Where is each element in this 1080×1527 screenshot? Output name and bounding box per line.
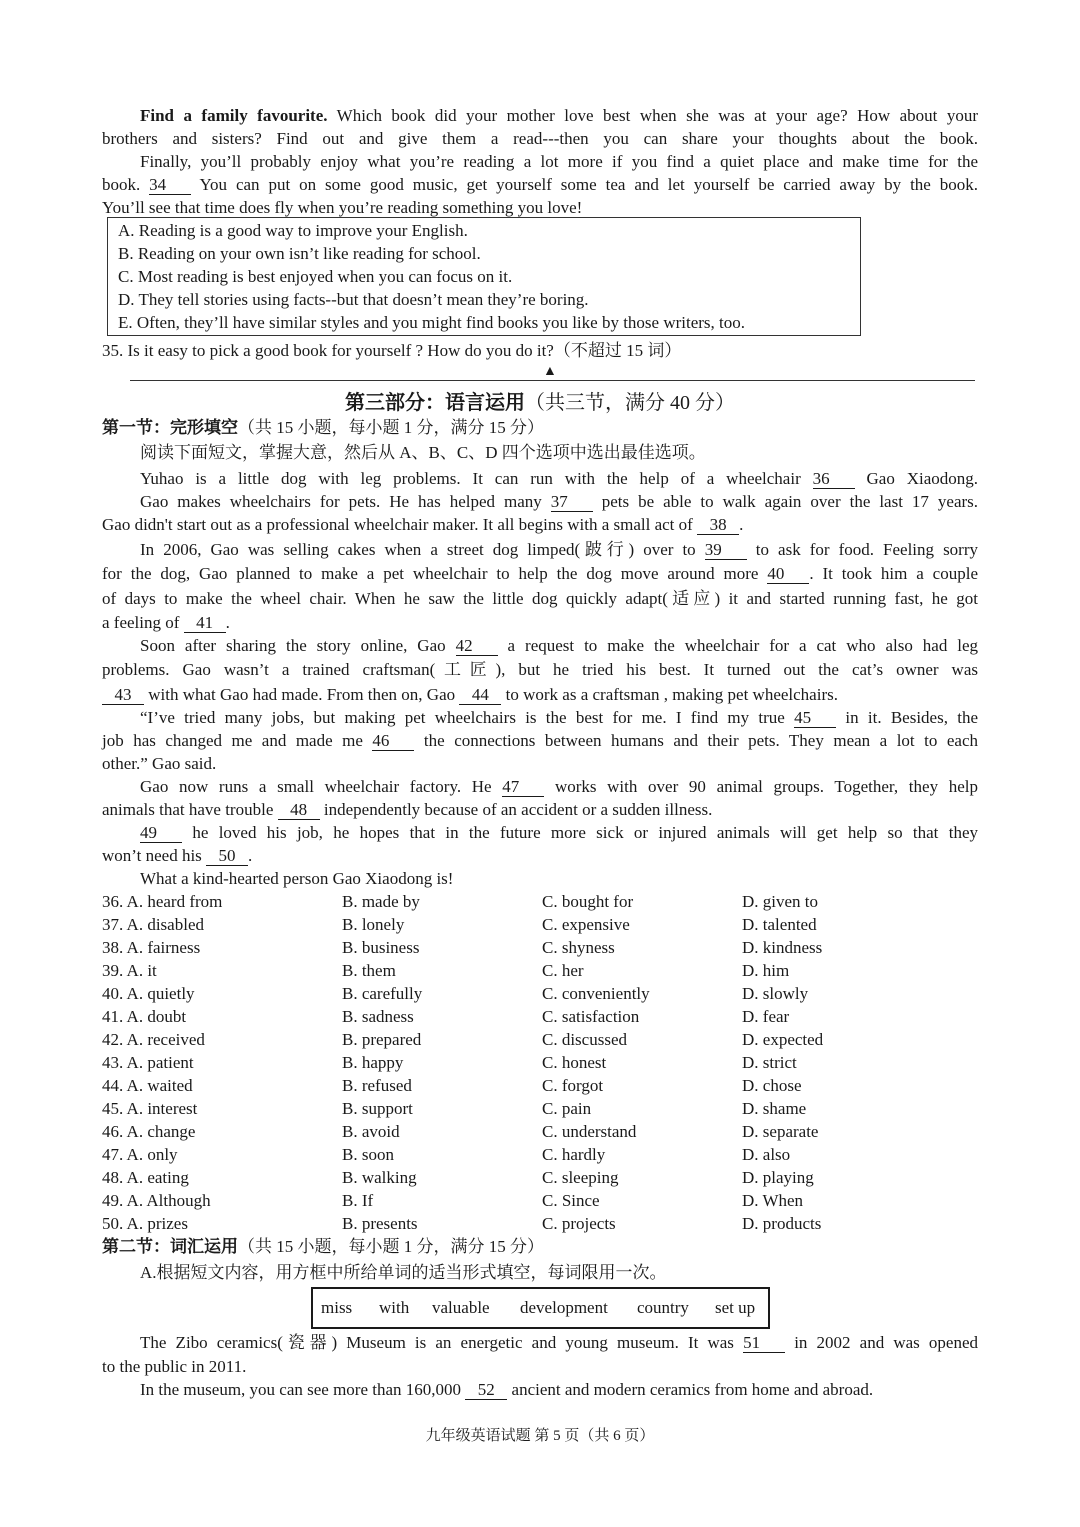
word-item: valuable <box>432 1298 490 1317</box>
passage-line: In the museum, you can see more than 160,000 52 ancient and modern ceramics from home and abroad. <box>140 1380 874 1399</box>
choice-option[interactable]: D. him <box>742 961 790 980</box>
answer-blank[interactable]: 48 <box>278 800 320 820</box>
choice-option[interactable]: B. soon <box>342 1145 394 1164</box>
choice-option[interactable]: 38. A. fairness <box>102 938 201 957</box>
choice-option[interactable]: 50. A. prizes <box>102 1214 188 1233</box>
choice-option[interactable]: D. expected <box>742 1030 824 1049</box>
choice-option[interactable]: B. carefully <box>342 984 423 1003</box>
section-2-heading: 第二节：词汇运用（共 15 小题，每小题 1 分，满分 15 分） <box>102 1237 544 1256</box>
choice-row <box>102 1051 978 1074</box>
choice-row <box>102 936 978 959</box>
answer-blank[interactable]: 50 <box>206 846 248 866</box>
choice-option[interactable]: D. separate <box>742 1122 819 1141</box>
cloze-line: of days to make the wheel chair. When he saw the little dog quickly adapt(适应) it and started running fast, he got <box>102 589 978 608</box>
choice-option[interactable]: D. When <box>742 1191 804 1210</box>
choice-row <box>102 1143 978 1166</box>
choice-option[interactable]: C. her <box>542 961 584 980</box>
option-item: E. Often, they’ll have similar styles and you might find books you like by those writers, too. <box>118 313 746 332</box>
choice-option[interactable]: B. If <box>342 1191 374 1210</box>
cloze-line: In 2006, Gao was selling cakes when a street dog limped(跛行) over to 39 to ask for food. Feeling sorry <box>140 540 979 559</box>
cloze-line: Soon after sharing the story online, Gao 42 a request to make the wheelchair for a cat who also had leg <box>140 636 979 655</box>
text-line: Find a family favourite. Which book did your mother love best when she was at your age? How about your <box>140 106 978 125</box>
word-item: country <box>637 1298 689 1317</box>
choice-option[interactable]: 48. A. eating <box>102 1168 189 1187</box>
choice-row <box>102 1097 978 1120</box>
choice-option[interactable]: B. sadness <box>342 1007 414 1026</box>
choice-option[interactable]: C. forgot <box>542 1076 604 1095</box>
choice-option[interactable]: C. shyness <box>542 938 615 957</box>
option-item: A. Reading is a good way to improve your English. <box>118 221 468 240</box>
choice-option[interactable]: 36. A. heard from <box>102 892 223 911</box>
option-item: B. Reading on your own isn’t like reading for school. <box>118 244 481 263</box>
cloze-line: Gao now runs a small wheelchair factory. He 47 works with over 90 animal groups. Together, they help <box>140 777 979 796</box>
choice-option[interactable]: D. shame <box>742 1099 807 1118</box>
section-1-heading: 第一节：完形填空（共 15 小题，每小题 1 分，满分 15 分） <box>102 418 544 437</box>
answer-blank[interactable]: 39 <box>705 540 747 560</box>
triangle-icon: ▲ <box>543 364 557 379</box>
choice-option[interactable]: D. kindness <box>742 938 823 957</box>
choice-option[interactable]: D. given to <box>742 892 819 911</box>
choice-option[interactable]: D. products <box>742 1214 822 1233</box>
cloze-line: “I’ve tried many jobs, but making pet wheelchairs is the best for me. I find my true 45 in it. Besides, the <box>140 708 979 727</box>
paragraph-lead: Find a family favourite. <box>140 106 328 125</box>
choice-option[interactable]: C. pain <box>542 1099 592 1118</box>
choice-option[interactable]: 45. A. interest <box>102 1099 198 1118</box>
choice-row <box>102 890 978 913</box>
choice-option[interactable]: 43. A. patient <box>102 1053 194 1072</box>
option-item: C. Most reading is best enjoyed when you can focus on it. <box>118 267 513 286</box>
answer-blank[interactable]: 40 <box>767 564 809 584</box>
choice-option[interactable]: D. slowly <box>742 984 809 1003</box>
answer-blank[interactable]: 52 <box>465 1380 507 1400</box>
option-box <box>107 217 861 336</box>
text-line: book. 34 You can put on some good music, get yourself some tea and let yourself be carried away by the book. <box>102 175 979 194</box>
choice-option[interactable]: B. presents <box>342 1214 418 1233</box>
cloze-line: Gao makes wheelchairs for pets. He has helped many 37 pets be able to walk again over the last 17 years. <box>140 492 979 511</box>
choice-option[interactable]: D. chose <box>742 1076 802 1095</box>
choice-row <box>102 1212 978 1235</box>
choice-row <box>102 1189 978 1212</box>
text-line: Finally, you’ll probably enjoy what you’re reading a lot more if you find a quiet place and make time for the <box>140 152 978 171</box>
question-35: 35. Is it easy to pick a good book for yourself ? How do you do it?（不超过 15 词） <box>102 341 682 360</box>
choice-option[interactable]: 39. A. it <box>102 961 157 980</box>
cloze-line: problems. Gao wasn’t a trained craftsman(工匠), but he tried his best. It turned out the cat’s owner was <box>102 660 978 679</box>
part-title: 第三部分：语言运用（共三节，满分 40 分） <box>345 392 735 414</box>
cloze-line: other.” Gao said. <box>102 754 217 773</box>
choice-option[interactable]: B. walking <box>342 1168 417 1187</box>
answer-blank[interactable]: 36 <box>813 469 855 489</box>
choice-option[interactable]: C. Since <box>542 1191 600 1210</box>
choice-option[interactable]: B. avoid <box>342 1122 400 1141</box>
answer-blank[interactable]: 43 <box>102 685 144 705</box>
answer-blank[interactable]: 46 <box>372 731 414 751</box>
choice-option[interactable]: B. them <box>342 961 396 980</box>
option-item: D. They tell stories using facts--but that doesn’t mean they’re boring. <box>118 290 589 309</box>
choice-option[interactable]: 49. A. Although <box>102 1191 211 1210</box>
cloze-line: What a kind-hearted person Gao Xiaodong is! <box>140 869 454 888</box>
choice-row <box>102 1120 978 1143</box>
choice-option[interactable]: C. projects <box>542 1214 616 1233</box>
choice-option[interactable]: D. playing <box>742 1168 814 1187</box>
choice-option[interactable]: 47. A. only <box>102 1145 178 1164</box>
choice-option[interactable]: C. discussed <box>542 1030 627 1049</box>
choice-option[interactable]: 44. A. waited <box>102 1076 193 1095</box>
section-divider <box>130 380 975 381</box>
choice-option[interactable]: C. hardly <box>542 1145 606 1164</box>
cloze-line: for the dog, Gao planned to make a pet wheelchair to help the dog move around more 40 . It took him a couple <box>102 564 978 583</box>
answer-blank[interactable]: 34 <box>149 175 191 195</box>
choice-row <box>102 1005 978 1028</box>
choice-option[interactable]: D. strict <box>742 1053 797 1072</box>
word-box <box>311 1287 770 1329</box>
section-2-instructions: A.根据短文内容，用方框中所给单词的适当形式填空，每词限用一次。 <box>140 1263 667 1282</box>
choice-option[interactable]: 40. A. quietly <box>102 984 195 1003</box>
answer-blank[interactable]: 38 <box>697 515 739 535</box>
choice-option[interactable]: 46. A. change <box>102 1122 196 1141</box>
choice-option[interactable]: 37. A. disabled <box>102 915 204 934</box>
choice-option[interactable]: D. talented <box>742 915 817 934</box>
choice-option[interactable]: C. conveniently <box>542 984 650 1003</box>
passage-line: The Zibo ceramics(瓷器) Museum is an energetic and young museum. It was 51 in 2002 and was opened <box>140 1333 979 1352</box>
word-item: development <box>520 1298 608 1317</box>
word-item: set up <box>715 1298 756 1317</box>
choice-option[interactable]: 41. A. doubt <box>102 1007 187 1026</box>
answer-blank[interactable]: 47 <box>502 777 544 797</box>
choice-row <box>102 959 978 982</box>
choice-option[interactable]: C. understand <box>542 1122 637 1141</box>
cloze-line: Yuhao is a little dog with leg problems. It can run with the help of a wheelchair 36 Gao Xiaodong. <box>140 469 979 488</box>
choice-row <box>102 1166 978 1189</box>
word-item: miss <box>321 1298 353 1317</box>
choice-row <box>102 1074 978 1097</box>
choice-option[interactable]: C. satisfaction <box>542 1007 640 1026</box>
choice-option[interactable]: C. honest <box>542 1053 607 1072</box>
passage-line: to the public in 2011. <box>102 1357 247 1376</box>
text-line: You’ll see that time does fly when you’re reading something you love! <box>102 198 583 217</box>
answer-blank[interactable]: 42 <box>456 636 498 656</box>
choice-option[interactable]: B. happy <box>342 1053 404 1072</box>
cloze-line: Gao didn't start out as a professional wheelchair maker. It all begins with a small act of 38 . <box>102 515 744 534</box>
cloze-line: a feeling of 41 . <box>102 613 230 632</box>
choice-option[interactable]: B. prepared <box>342 1030 422 1049</box>
answer-blank[interactable]: 45 <box>794 708 836 728</box>
answer-blank[interactable]: 41 <box>184 613 226 633</box>
choice-option[interactable]: C. expensive <box>542 915 630 934</box>
cloze-line: 43 with what Gao had made. From then on, Gao 44 to work as a craftsman , making pet wheelchairs. <box>102 683 978 706</box>
choice-option[interactable]: B. support <box>342 1099 413 1118</box>
choice-option[interactable]: D. fear <box>742 1007 790 1026</box>
choice-row <box>102 1028 978 1051</box>
answer-blank[interactable]: 49 <box>140 823 182 843</box>
choice-option[interactable]: 42. A. received <box>102 1030 205 1049</box>
answer-blank[interactable]: 51 <box>743 1333 785 1353</box>
answer-blank[interactable]: 37 <box>551 492 593 512</box>
cloze-line: job has changed me and made me 46 the connections between humans and their pets. They mean a lot to each <box>102 731 979 750</box>
page-footer: 九年级英语试题 第 5 页（共 6 页） <box>425 1428 655 1444</box>
answer-blank[interactable]: 44 <box>459 685 501 705</box>
choice-option[interactable]: D. also <box>742 1145 791 1164</box>
cloze-line: animals that have trouble 48 independently because of an accident or a sudden illness. <box>102 800 713 819</box>
word-item: with <box>379 1298 410 1317</box>
text-line: brothers and sisters? Find out and give them a read---then you can share your thoughts about the book. <box>102 129 978 148</box>
choice-option[interactable]: C. bought for <box>542 892 634 911</box>
choice-option[interactable]: B. refused <box>342 1076 412 1095</box>
cloze-line: 49 he loved his job, he hopes that in the future more sick or injured animals will get help so that they <box>140 823 978 842</box>
choice-option[interactable]: B. business <box>342 938 420 957</box>
choice-option[interactable]: C. sleeping <box>542 1168 619 1187</box>
choice-option[interactable]: B. lonely <box>342 915 405 934</box>
choice-row <box>102 982 978 1005</box>
cloze-line: won’t need his 50 . <box>102 846 253 865</box>
choice-row <box>102 913 978 936</box>
section-1-instructions: 阅读下面短文，掌握大意，然后从 A、B、C、D 四个选项中选出最佳选项。 <box>140 443 706 462</box>
choice-option[interactable]: B. made by <box>342 892 420 911</box>
